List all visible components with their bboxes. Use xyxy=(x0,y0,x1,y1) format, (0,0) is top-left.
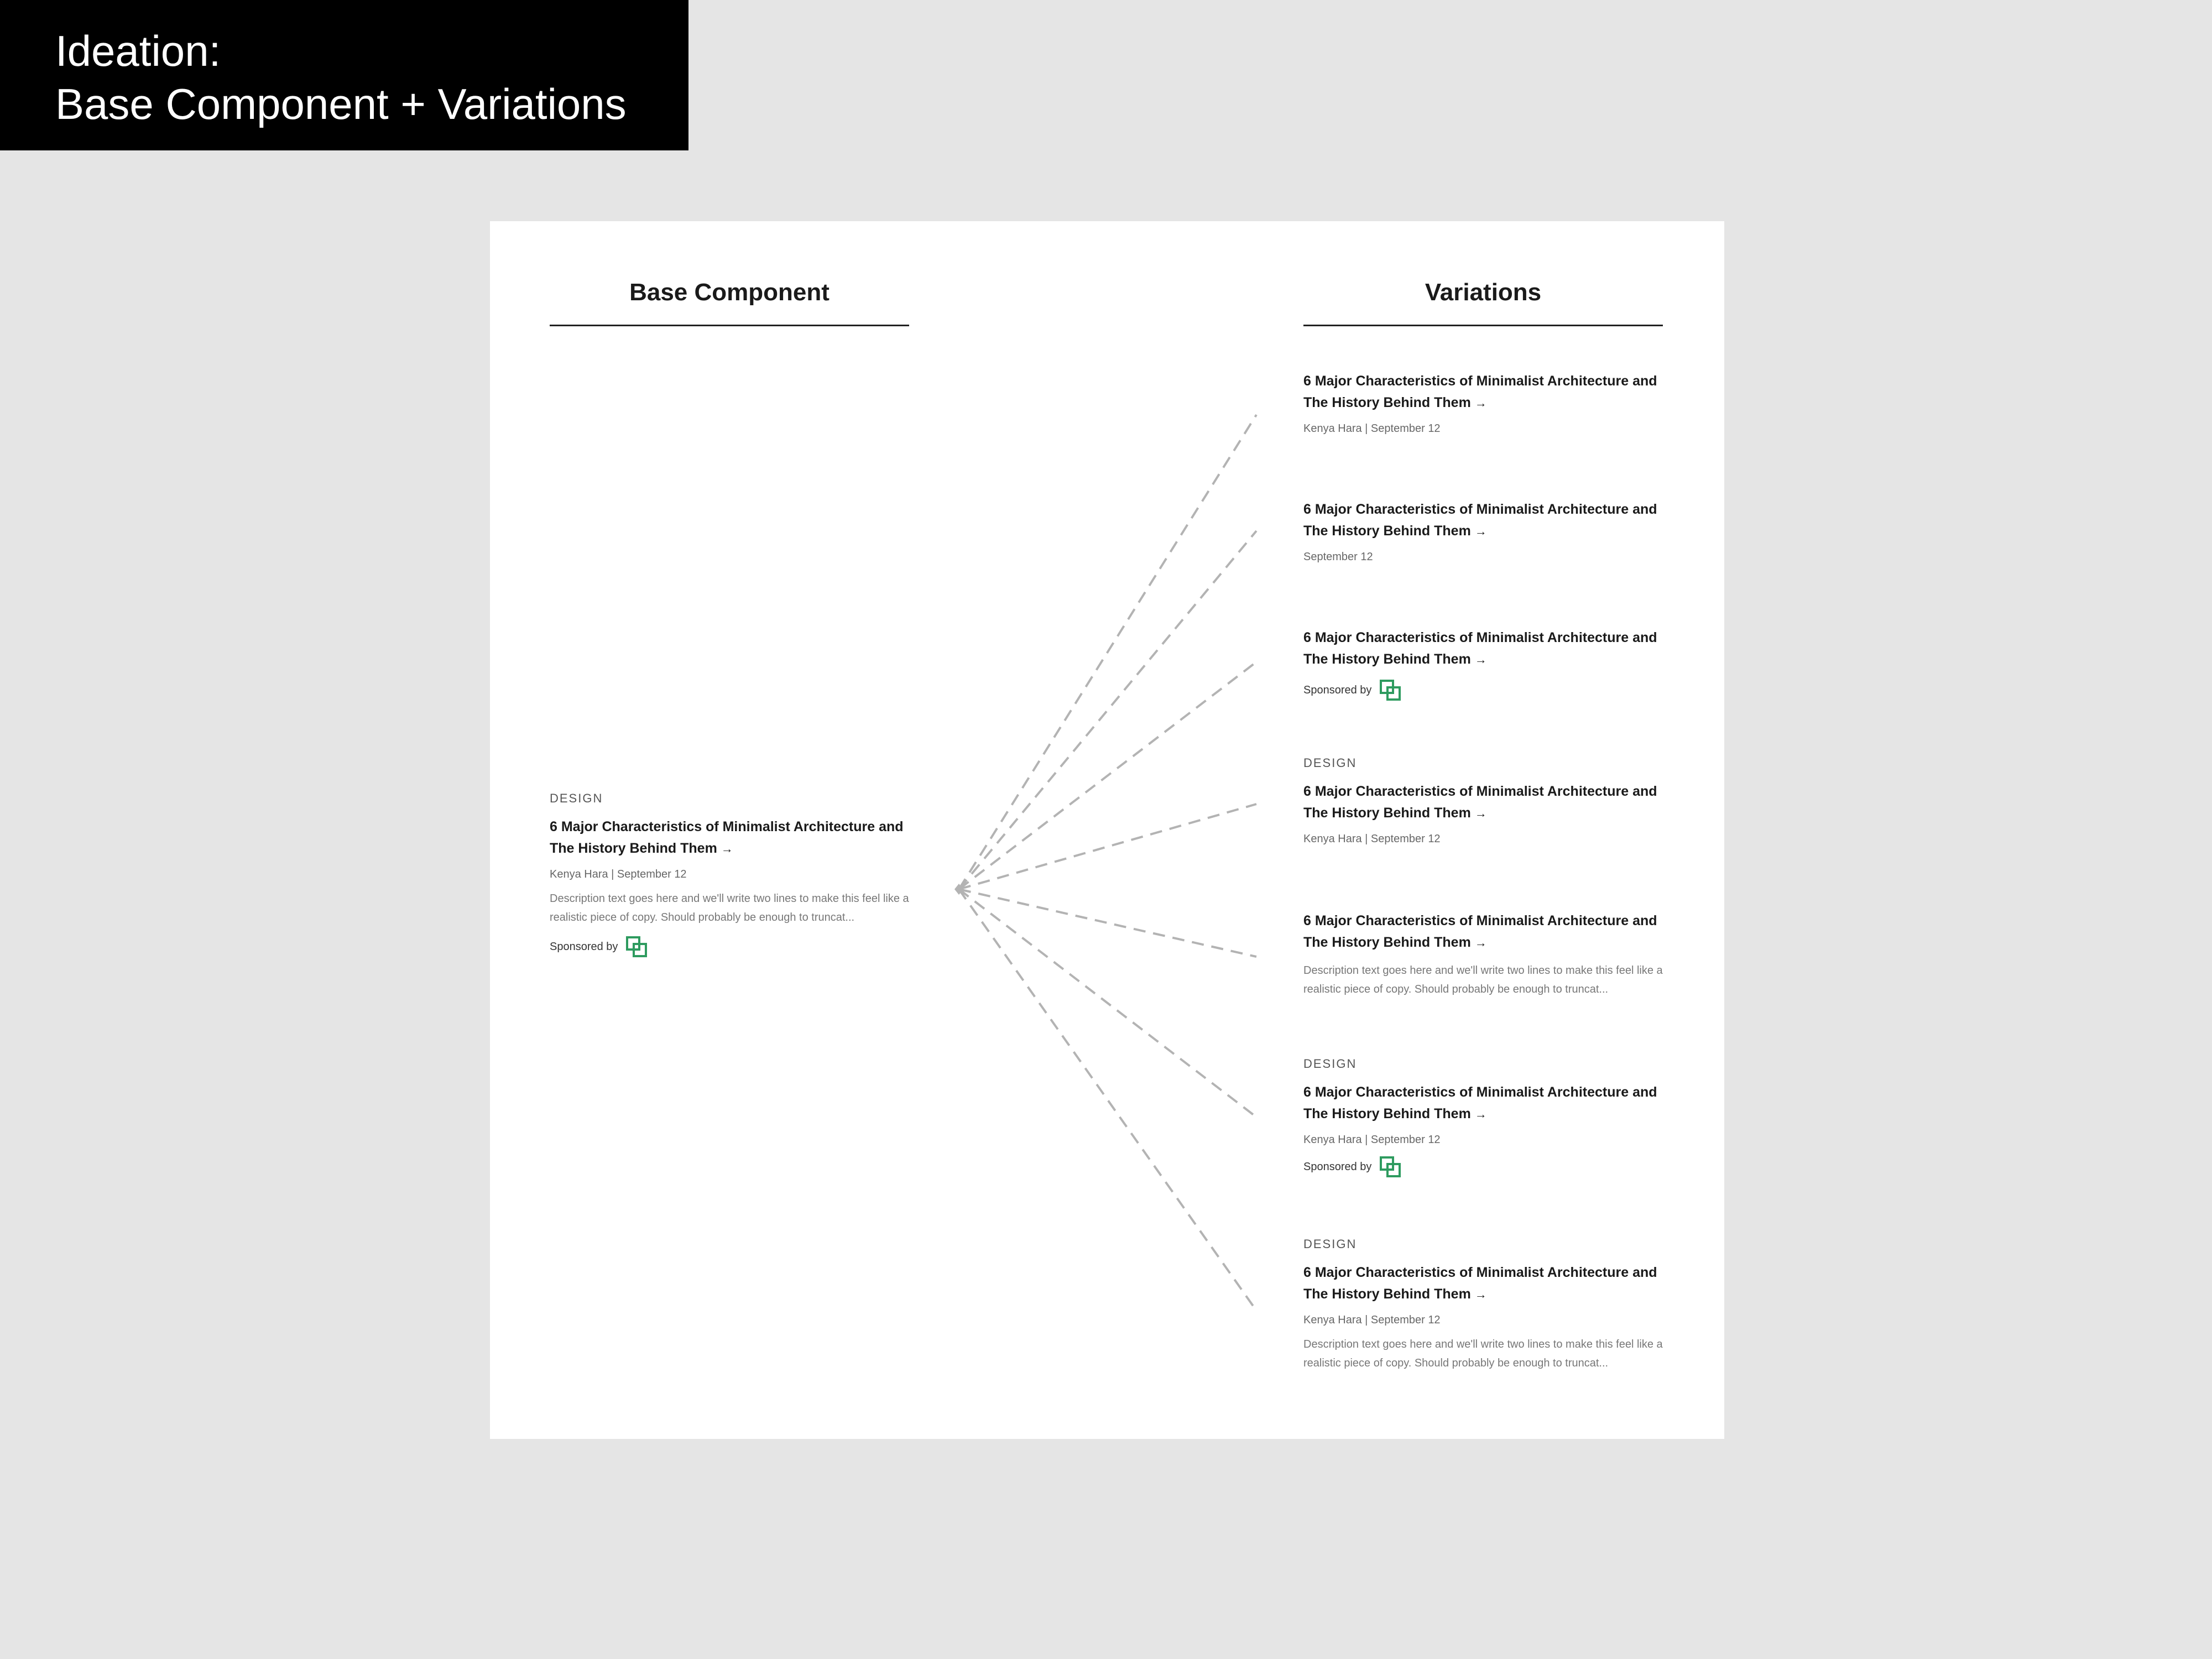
sponsor-label: Sponsored by xyxy=(1303,684,1372,696)
arrow-right-icon: → xyxy=(1474,936,1487,950)
card-meta: Kenya Hara | September 12 xyxy=(1303,833,1441,845)
variation-card-2[interactable] xyxy=(1303,499,1668,564)
card-meta: Kenya Hara | September 12 xyxy=(1303,1314,1441,1326)
card-headline-text: 6 Major Characteristics of Minimalist Architecture and The History Behind Them xyxy=(1303,373,1657,410)
card-description: Description text goes here and we'll write two lines to make this feel like a realistic piece of copy. Should probably be enough to truncat... xyxy=(550,893,909,924)
arrow-right-icon: → xyxy=(1474,806,1487,820)
card-sponsor xyxy=(1303,1155,1668,1179)
card-headline-text: 6 Major Characteristics of Minimalist Architecture and The History Behind Them xyxy=(1303,1265,1657,1302)
sponsor-label: Sponsored by xyxy=(1303,1160,1372,1173)
connector-line-1 xyxy=(959,415,1256,889)
card-category: DESIGN xyxy=(550,791,603,805)
card-headline-text: 6 Major Characteristics of Minimalist Architecture and The History Behind Them xyxy=(1303,502,1657,539)
arrow-right-icon: → xyxy=(1474,524,1487,538)
card-headline[interactable] xyxy=(1303,499,1668,542)
variation-card-4[interactable] xyxy=(1303,757,1668,846)
sponsor-logo-icon[interactable] xyxy=(625,936,648,958)
card-description: Description text goes here and we'll write two lines to make this feel like a realistic piece of copy. Should probably be enough to truncat... xyxy=(1303,964,1663,995)
connector-line-3 xyxy=(959,662,1256,889)
card-headline-text: 6 Major Characteristics of Minimalist Architecture and The History Behind Them xyxy=(1303,784,1657,821)
card-headline[interactable] xyxy=(1303,1262,1668,1305)
connector-line-6 xyxy=(959,889,1256,1117)
frame-title-line-2: Base Component + Variations xyxy=(55,80,627,128)
card-meta: September 12 xyxy=(1303,551,1373,563)
connector-line-7 xyxy=(959,889,1256,1311)
card-headline-text: 6 Major Characteristics of Minimalist Architecture and The History Behind Them xyxy=(1303,913,1657,950)
card-headline[interactable] xyxy=(550,816,915,859)
frame-title-block xyxy=(0,0,688,150)
card-category: DESIGN xyxy=(1303,1237,1357,1251)
base-component-card[interactable] xyxy=(550,792,915,959)
card-headline[interactable] xyxy=(1303,781,1668,824)
variations-heading: Variations xyxy=(1303,221,1663,326)
variation-card-5[interactable] xyxy=(1303,910,1668,999)
sponsor-logo-icon[interactable] xyxy=(1379,679,1401,701)
sponsor-label: Sponsored by xyxy=(550,940,618,953)
card-sponsor xyxy=(550,935,915,959)
sponsor-logo-icon[interactable] xyxy=(1379,1156,1401,1178)
component-board xyxy=(490,221,1724,1439)
card-category: DESIGN xyxy=(1303,1057,1357,1071)
variation-card-6[interactable] xyxy=(1303,1057,1668,1179)
card-headline[interactable] xyxy=(1303,1082,1668,1125)
arrow-right-icon: → xyxy=(1474,1287,1487,1301)
card-headline[interactable] xyxy=(1303,371,1668,414)
card-headline-text: 6 Major Characteristics of Minimalist Architecture and The History Behind Them xyxy=(1303,1084,1657,1121)
card-headline-text: 6 Major Characteristics of Minimalist Architecture and The History Behind Them xyxy=(550,819,904,856)
card-headline[interactable] xyxy=(1303,910,1668,953)
arrow-right-icon: → xyxy=(721,842,733,855)
connector-line-2 xyxy=(959,531,1256,889)
arrow-right-icon: → xyxy=(1474,396,1487,410)
card-headline-text: 6 Major Characteristics of Minimalist Architecture and The History Behind Them xyxy=(1303,630,1657,667)
arrow-right-icon: → xyxy=(1474,1107,1487,1121)
base-component-heading: Base Component xyxy=(550,221,909,326)
card-description: Description text goes here and we'll write two lines to make this feel like a realistic piece of copy. Should probably be enough to truncat... xyxy=(1303,1338,1663,1369)
arrow-right-icon: → xyxy=(1474,653,1487,666)
card-meta: Kenya Hara | September 12 xyxy=(550,868,687,880)
card-category: DESIGN xyxy=(1303,756,1357,770)
card-headline[interactable] xyxy=(1303,627,1668,670)
connector-line-5 xyxy=(959,889,1256,957)
card-sponsor xyxy=(1303,678,1668,702)
variation-card-7[interactable] xyxy=(1303,1238,1668,1373)
variation-card-1[interactable] xyxy=(1303,371,1668,436)
frame-title-line-1: Ideation: xyxy=(55,27,221,75)
variation-card-3[interactable] xyxy=(1303,627,1668,702)
card-meta: Kenya Hara | September 12 xyxy=(1303,1134,1441,1146)
card-meta: Kenya Hara | September 12 xyxy=(1303,422,1441,435)
